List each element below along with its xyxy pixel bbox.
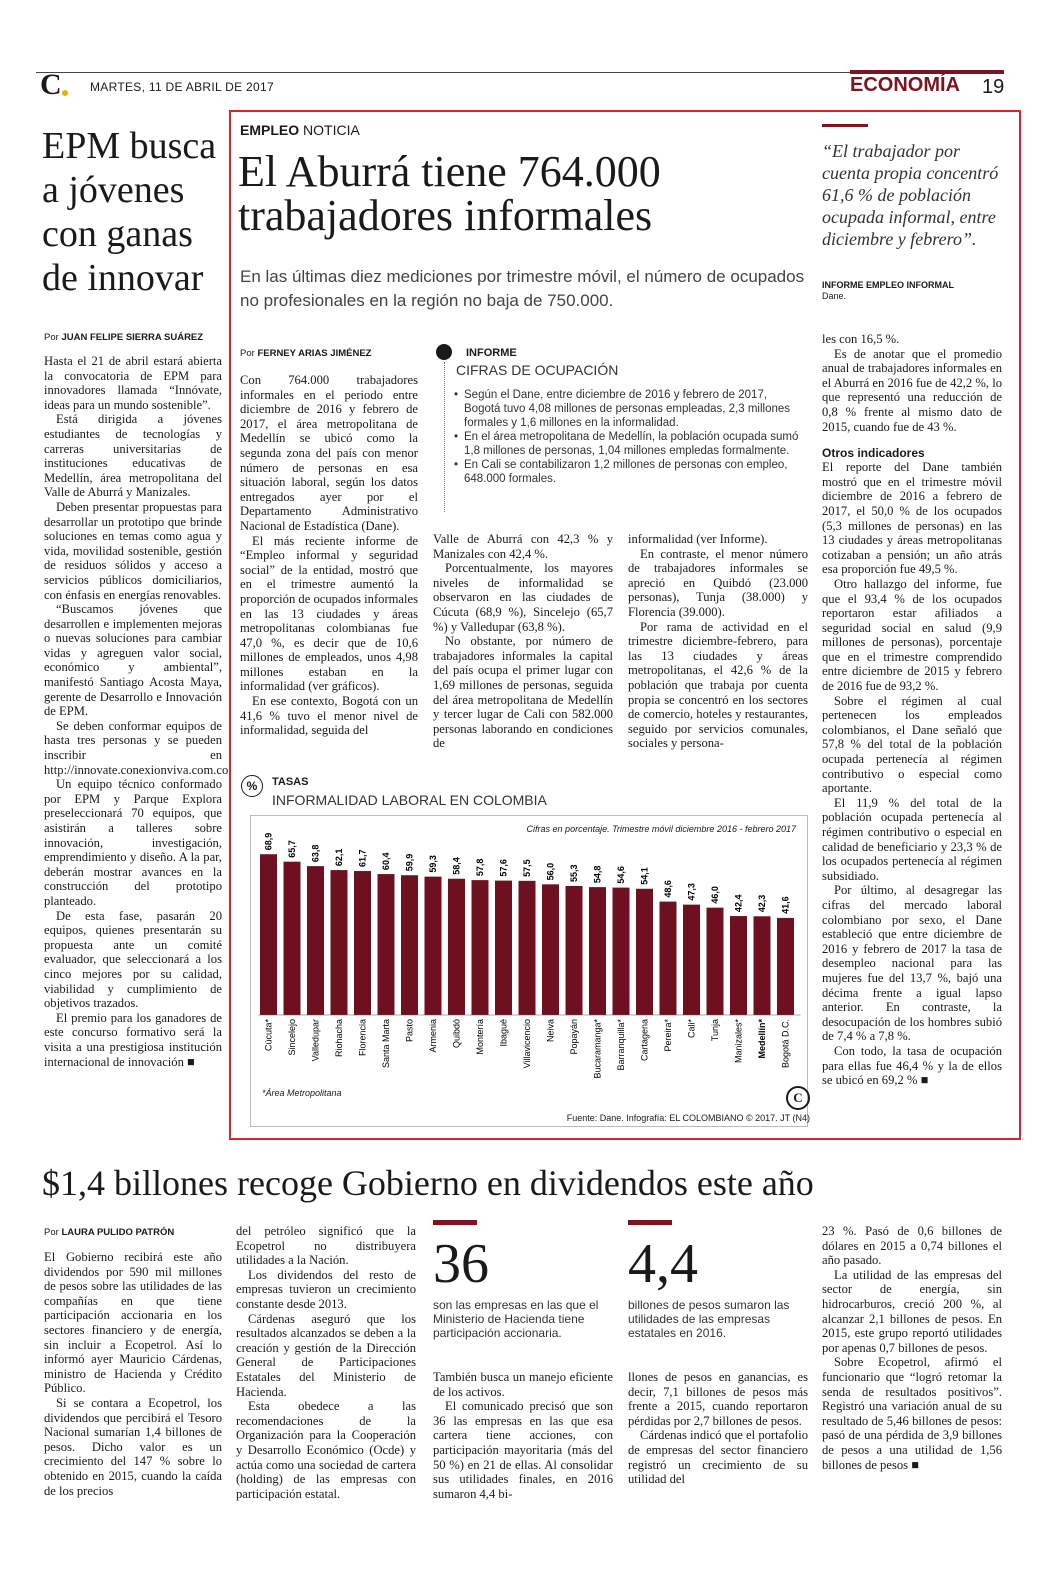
byline-name: FERNEY ARIAS JIMÉNEZ: [257, 348, 372, 359]
left-headline-line: con ganas: [42, 213, 193, 255]
value-label: 65,7: [287, 840, 297, 858]
bar: [495, 881, 512, 1015]
bottom-col-5: [822, 1224, 1002, 1472]
paragraph: Porcentualmente, los mayores niveles de informalidad se observaron en las ciudades de Cúcuta (68,9 %), Sincelejo (65,7 %) y Valledupar (63,8 %).: [433, 561, 613, 634]
category-label: Medellín*: [757, 1019, 767, 1059]
paragraph: Se deben conformar equipos de hasta tres personas y se pueden inscribir en http://innovate.conexionviva.com.co.: [44, 718, 232, 777]
bar: [307, 866, 324, 1015]
paragraph: Está dirigida a jóvenes estudiantes de tecnologías y carreras universitarias de instituciones educativas de Medellín, área metropolitana del Valle de Aburrá y Manizales.: [44, 412, 222, 500]
category-label: Cúcuta*: [263, 1019, 274, 1052]
value-label: 62,1: [334, 848, 344, 867]
value-label: 59,3: [428, 855, 438, 873]
category-label: Pasto: [404, 1019, 415, 1043]
bottom-col-3: [433, 1370, 613, 1501]
paragraph: Sobre el régimen al cual pertenecen los empleados colombianos, el Dane señaló que 57,8 % del total de la población ocupada pertenecía al régimen contributivo o especial como aportante.: [822, 693, 1002, 796]
category-label: Neiva: [545, 1019, 556, 1043]
bar: [754, 916, 771, 1015]
bar: [707, 908, 724, 1015]
paragraph: Esta obedece a las recomendaciones de la Organización para la Cooperación y Desarrollo Económico (Ocde) y actúa como una sociedad de cartera (holding) de las empresas con participación estatal.: [236, 1399, 416, 1501]
paragraph: llones de pesos en ganancias, es decir, 7,1 billones de pesos más frente a 2015, cuando reportaron pérdidas por 2,7 billones de pesos.: [628, 1370, 808, 1428]
byline-prefix: Por: [44, 1227, 59, 1238]
main-headline-line: El Aburrá tiene 764.000: [238, 147, 661, 196]
stat-number: 4,4: [628, 1233, 698, 1295]
paragraph: “Buscamos jóvenes que desarrollen e implementen mejoras o nuevas soluciones para cambiar vidas y agreguen valor social, económico y ambiental”, manifestó Santiago Acosta Maya, gerente de Desarrollo e Innovación de EPM.: [44, 602, 222, 719]
value-label: 47,3: [686, 883, 697, 901]
main-headline-line: trabajadores informales: [238, 191, 653, 240]
document-icon: [436, 344, 452, 360]
bottom-col-4: [628, 1370, 808, 1487]
chart-note: Cifras en porcentaje. Trimestre móvil diciembre 2016 - febrero 2017: [526, 824, 796, 834]
left-byline: [44, 332, 203, 343]
paragraph: También busca un manejo eficiente de los activos.: [433, 1370, 613, 1399]
category-label: Santa Marta: [381, 1019, 391, 1069]
category-label: Florencia: [357, 1019, 368, 1057]
paragraph: Deben presentar propuestas para desarrollar un prototipo que brinde soluciones en temas como agua y vida, movilidad sostenible, gestión de residuos sólidos y acceso a servicios públicos domiciliarios, con énfasis en energías renovables.: [44, 499, 222, 602]
byline-prefix: Por: [44, 332, 59, 343]
left-headline: [42, 124, 232, 300]
paragraph: Cárdenas aseguró que los resultados alcanzados se deben a la creación y gestión de la Dirección General de Participaciones Estatales del Ministerio de Hacienda.: [236, 1311, 416, 1399]
paragraph: Hasta el 21 de abril estará abierta la convocatoria de EPM para innovadores llamada “Innóvate, ideas para un mundo sostenible”.: [44, 354, 222, 412]
percent-icon: %: [241, 775, 263, 797]
bar: [613, 888, 630, 1015]
infobox-item: • Según el Dane, entre diciembre de 2016 y febrero de 2017, Bogotá tuvo 4,08 millones de personas empleadas, 2,3 millones formales y 1,6 millones en la informalidad.: [454, 388, 804, 430]
pull-quote: “El trabajador por cuenta propia concentró 61,6 % de población ocupada informal, entre diciembre y febrero”.: [822, 141, 999, 249]
main-kicker: [240, 122, 360, 138]
value-label: 57,8: [475, 858, 485, 877]
category-label: Barranquilla*: [616, 1019, 626, 1071]
paragraph: El reporte del Dane también mostró que en el trimestre móvil diciembre de 2016 a febrero de 2017, el 50,0 % de los ocupados (5,3 millones de personas) en las 13 ciudades y áreas metropolitanas cotizaban a pensión; un año atrás esa proporción fue 49,5 %.: [822, 460, 1002, 577]
stat-caption: son las empresas en las que el Ministerio de Hacienda tiene participación accionaria.: [433, 1298, 599, 1340]
category-label: Villavicencio: [522, 1019, 532, 1069]
bottom-byline: [44, 1227, 174, 1238]
value-label: 54,6: [616, 866, 626, 884]
bar: [472, 880, 489, 1015]
newspaper-logo: C: [40, 68, 62, 101]
value-label: 57,6: [498, 859, 509, 877]
bar: [542, 884, 559, 1015]
value-label: 56,0: [545, 862, 556, 881]
bar: [683, 905, 700, 1015]
bar: [331, 870, 348, 1015]
bar: [425, 877, 442, 1015]
value-label: 42,3: [757, 894, 767, 913]
category-label: Cartagena: [639, 1019, 650, 1062]
value-label: 42,4: [733, 894, 744, 913]
paragraph: Con todo, la tasa de ocupación para ellas fue 46,4 % y la de ellos se ubicó en 69,2 % ■: [822, 1043, 1002, 1088]
chart-footnote: *Área Metropolitana: [262, 1088, 342, 1098]
value-label: 63,8: [310, 844, 321, 863]
quote-source: INFORME EMPLEO INFORMAL: [822, 280, 954, 290]
paragraph: La utilidad de las empresas del sector de energía, sin hidrocarburos, creció 200 %, al alcanzar 2,1 billones de pesos. En 2015, este grupo reportó utilidades por apenas 0,7 billones de pesos.: [822, 1267, 1002, 1355]
infobox-label: INFORME: [466, 347, 517, 359]
left-headline-line: a jóvenes: [42, 169, 185, 211]
value-label: 61,7: [357, 849, 368, 868]
category-label: Pereira*: [663, 1019, 673, 1052]
category-label: Bucaramanga*: [592, 1019, 603, 1079]
stat-caption: billones de pesos sumaron las utilidades de las empresas estatales en 2016.: [628, 1298, 790, 1340]
left-headline-line: EPM busca: [42, 125, 217, 167]
bar: [636, 889, 653, 1015]
paragraph: El comunicado precisó que son 36 las empresas en las que esa cartera tiene acciones, con participación mayoritaria (más del 50 %) en 21 de ellas. Al consolidar sus utilidades finales, en 2016 sumaron 4,4 bi-: [433, 1399, 613, 1501]
value-label: 54,8: [592, 865, 603, 884]
infobox-list: [454, 388, 804, 486]
stat-bar: [628, 1220, 672, 1225]
paragraph: Por rama de actividad en el trimestre diciembre-febrero, para las 13 ciudades y áreas metropolitanas, el 42,6 % de la población que trabaja por cuenta propia se concentró en los sectores de comercio, hoteles y restaurantes, seguido por servicios comunales, sociales y persona-: [628, 619, 808, 751]
value-label: 60,4: [381, 852, 391, 871]
issue-date: MARTES, 11 DE ABRIL DE 2017: [90, 80, 274, 94]
paragraph: Si se contara a Ecopetrol, los dividendos que percibirá el Tesoro Nacional sumarían 1,4 billones de pesos. Dicho valor es un crecimiento del 147 % sobre lo obtenido en 2015, cuando la caída de los precios: [44, 1395, 222, 1498]
chart-title: INFORMALIDAD LABORAL EN COLOMBIA: [272, 792, 547, 808]
bar: [777, 918, 794, 1015]
logo-dot-icon: [62, 90, 68, 96]
category-label: Sincelejo: [287, 1019, 297, 1056]
stat-number: 36: [433, 1233, 489, 1295]
bar: [401, 875, 418, 1015]
category-label: Bogotá D.C.: [780, 1019, 791, 1069]
chart-label: TASAS: [272, 776, 309, 788]
paragraph: del petróleo significó que la Ecopetrol no distribuyera utilidades a la Nación.: [236, 1224, 416, 1268]
infobox-item: • En Cali se contabilizaron 1,2 millones de personas con empleo, 648.000 formales.: [454, 458, 804, 486]
value-label: 59,9: [404, 853, 415, 872]
section-name: ECONOMÍA: [850, 74, 960, 96]
bar: [378, 874, 395, 1015]
category-label: Manizales*: [733, 1019, 744, 1064]
category-label: Riohacha: [334, 1019, 344, 1058]
bar: [260, 854, 277, 1015]
page-number: 19: [982, 76, 1005, 98]
kicker-bold: EMPLEO: [240, 122, 300, 138]
bar: [519, 881, 536, 1015]
main-byline: [240, 348, 371, 359]
paragraph: Valle de Aburrá con 42,3 % y Manizales con 42,4 %.: [433, 532, 613, 561]
byline-prefix: Por: [240, 348, 255, 359]
main-headline: [238, 147, 818, 240]
paragraph: Otro hallazgo del informe, fue que el 93,4 % de los ocupados reportaron estar afiliados a seguridad social en salud (9,9 millones de personas), porcentaje que en el trimestre comprendido entre diciembre de 2015 y febrero de 2016 fue de 93,2 %.: [822, 576, 1002, 694]
value-label: 48,6: [663, 880, 673, 898]
value-label: 57,5: [522, 859, 532, 877]
value-label: 46,0: [710, 886, 720, 904]
paragraph: informalidad (ver Informe).: [628, 532, 768, 546]
value-label: 55,3: [569, 864, 579, 882]
quote-source-org: Dane.: [822, 291, 847, 301]
paragraph: Por último, al desagregar las cifras del mercado laboral colombiano por sexo, el Dane estableció que entre diciembre de 2016 y febrero de 2017 la tasa de desempleo nacional para las mujeres fue del 13,7 %, bajó una décima frente a igual lapso anterior. En contraste, la desocupación de los hombres subió de 7,4 % a 7,8 %.: [822, 883, 1002, 1044]
paragraph: les con 16,5 %.: [822, 332, 900, 346]
bottom-col-1: [44, 1250, 222, 1498]
left-headline-line: de innovar: [42, 257, 204, 299]
category-label: Quibdó: [451, 1019, 462, 1049]
bar: [589, 887, 606, 1015]
value-label: 54,1: [639, 867, 650, 885]
paragraph: El 11,9 % del total de la población ocupada pertenecía al régimen contributivo o especial en calidad de beneficiario y 23,3 % de los ocupados pertenecía al régimen subsidiado.: [822, 795, 1002, 883]
paragraph: Es de anotar que el promedio anual de trabajadores informales en el Aburrá en 2016 fue de 42,2 %, lo que representó una reducción de 0,8 % frente al mismo dato de 2015, cuando fue de 43 %.: [822, 346, 1002, 434]
paragraph: El premio para los ganadores de este concurso formativo será la visita a una prestigiosa institución internacional de innovación ■: [44, 1010, 222, 1069]
category-label: Valledupar: [310, 1019, 321, 1062]
byline-name: LAURA PULIDO PATRÓN: [61, 1227, 175, 1238]
bar: [284, 862, 301, 1015]
infobox-rule: [444, 362, 445, 512]
infobox-title: CIFRAS DE OCUPACIÓN: [456, 362, 619, 378]
bar: [660, 902, 677, 1015]
bar: [730, 916, 747, 1015]
paragraph: En ese contexto, Bogotá con un 41,6 % tuvo el menor nivel de informalidad, seguida del: [240, 694, 418, 738]
kicker-light: NOTICIA: [303, 122, 360, 138]
left-article-body: [44, 354, 232, 1069]
bar-chart: [250, 815, 806, 1115]
category-label: Popayán: [569, 1019, 579, 1055]
category-label: Ibagué: [498, 1019, 509, 1047]
paragraph: No obstante, por número de trabajadores informales la capital del país ocupa el primer lugar con 1,69 millones de personas, seguida del área metropolitana de Medellín y tercer lugar de Cali con 582.000 personas laborando en condiciones de: [433, 634, 613, 751]
bar: [448, 879, 465, 1015]
category-label: Armenia: [428, 1019, 438, 1053]
main-col-2: [433, 532, 613, 751]
bottom-col-2: [236, 1224, 416, 1501]
infobox-item: • En el área metropolitana de Medellín, la población ocupada sumó 1,8 millones de personas, 1,04 millones empledas formalmente.: [454, 430, 804, 458]
value-label: 41,6: [780, 896, 791, 914]
paragraph: El más reciente informe de “Empleo informal y seguridad social” de la entidad, mostró que en el trimestre aumentó la proporción de ocupados informales en las 13 ciudades y áreas metropolitanas colombianas fue 47,0 %, es decir que de 10,6 millones de empleados, unos 4,98 millones estaban en la informalidad (ver gráficos).: [240, 533, 419, 694]
main-col-3: [628, 532, 808, 751]
paragraph: Los dividendos del resto de empresas tuvieron un crecimiento constante desde 2013.: [236, 1267, 416, 1311]
main-col-1: [240, 373, 418, 738]
paragraph: En contraste, el menor número de trabajadores informales se apreció en Quibdó (23.000 personas), Tunja (38.000) y Florencia (39.000).: [628, 546, 808, 619]
bottom-headline: $1,4 billones recoge Gobierno en dividendos este año: [42, 1163, 814, 1203]
paragraph: Un equipo técnico conformado por EPM y Parque Explora preseleccionará 70 equipos, que asistirán a talleres sobre innovación, investigación, emprendimiento y diseño. A la par, deberán mostrar avances en la construcción del prototipo planteado.: [44, 777, 222, 908]
value-label: 58,4: [451, 857, 462, 875]
paragraph: De esta fase, pasarán 20 equipos, quienes presentarán su propuesta ante un comité evaluador, que seleccionará a los cinco mejores por su calidad, viabilidad y cumplimiento de objetivos trazados.: [44, 908, 222, 1011]
paragraph: 23 %. Pasó de 0,6 billones de dólares en 2015 a 0,74 billones el año pasado.: [822, 1224, 1002, 1268]
paragraph: Con 764.000 trabajadores informales en el periodo entre diciembre de 2016 y febrero de 2017, el área metropolitana de Medellín se ubicó como la segunda zona del país con menor número de personas en esa situación laboral, según los datos entregados ayer por el Departamento Administrativo Nacional de Estadística (Dane).: [240, 373, 418, 533]
stat-bar: [433, 1220, 477, 1225]
main-deck: En las últimas diez mediciones por trimestre móvil, el número de ocupados no profesionales en la región no baja de 750.000.: [240, 267, 805, 310]
bar: [566, 886, 583, 1015]
bar: [354, 871, 371, 1015]
main-col-4: [822, 332, 1002, 1088]
value-label: 68,9: [263, 832, 274, 851]
paragraph: Sobre Ecopetrol, afirmó el funcionario que “logró retomar la senda de resultados positivos”. Registró una variación anual de su resultado de 5,46 billones de pesos: pasó de una pérdida de 3,9 billones de pesos a una utilidad de 1,56 billones de pesos ■: [822, 1355, 1002, 1472]
paragraph: Cárdenas indicó que el portafolio de empresas del sector financiero registró un crecimiento de su utilidad del: [628, 1428, 808, 1487]
chart-source: Fuente: Dane. Infografía: EL COLOMBIANO © 2017. JT (N4): [566, 1113, 810, 1123]
newspaper-logo-icon: C: [786, 1086, 810, 1110]
category-label: Tunja: [710, 1019, 720, 1042]
subhead: Otros indicadores: [822, 446, 925, 461]
quote-bar: [822, 124, 868, 127]
category-label: Cali*: [686, 1019, 697, 1039]
category-label: Montería: [475, 1019, 485, 1055]
paragraph: El Gobierno recibirá este año dividendos por 590 mil millones de pesos sobre las utilidades de las compañías en que tiene participación accionaria en los sectores financiero y de energía, sin incluir a Ecopetrol. Así lo informó ayer Mauricio Cárdenas, ministro de Hacienda y Crédito Público.: [44, 1250, 222, 1396]
byline-name: JUAN FELIPE SIERRA SUÁREZ: [61, 332, 204, 343]
